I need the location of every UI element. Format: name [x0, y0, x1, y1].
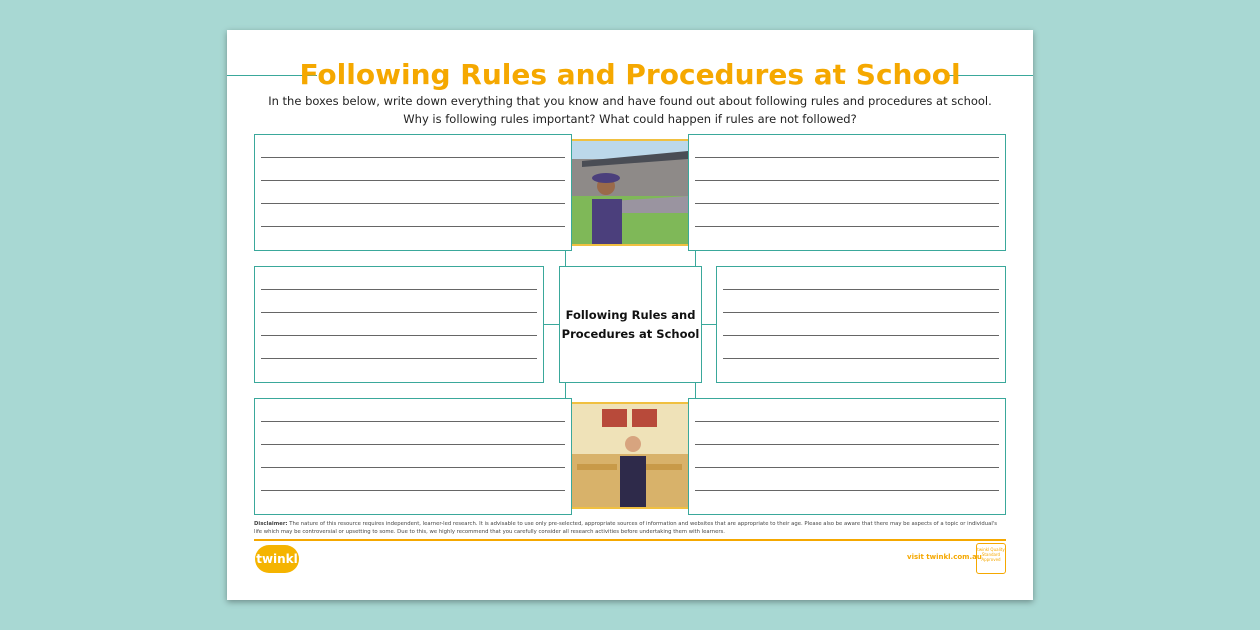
student-outdoor-illustration — [572, 139, 688, 246]
connector — [695, 382, 696, 398]
writing-box-top-right[interactable] — [688, 134, 1006, 251]
writing-box-middle-left[interactable] — [254, 266, 544, 383]
visit-link[interactable]: visit twinkl.com.au — [907, 553, 982, 561]
quality-badge: twinkl Quality Standard Approved — [976, 543, 1006, 574]
center-title-line-1: Following Rules and — [565, 307, 696, 322]
footer-divider — [254, 539, 1006, 541]
instruction-line-2: Why is following rules important? What could happen if rules are not followed? — [403, 112, 857, 126]
writing-box-middle-right[interactable] — [716, 266, 1006, 383]
worksheet — [227, 30, 1033, 600]
disclaimer-label: Disclaimer: — [254, 521, 288, 527]
center-topic-box — [559, 266, 702, 383]
connector — [565, 382, 566, 398]
instruction-line-1: In the boxes below, write down everything that you know and have found out about following rules and procedures at school. — [268, 94, 992, 108]
writing-box-bottom-right[interactable] — [688, 398, 1006, 515]
student-classroom-illustration — [572, 402, 688, 509]
writing-box-bottom-left[interactable] — [254, 398, 572, 515]
connector — [695, 250, 696, 266]
disclaimer — [254, 520, 1006, 536]
disclaimer-text: The nature of this resource requires independent, learner-led research. It is advisable to use only pre-selected, appropriate sources of information and websites that are appropriate to their age. Please also be aware that there may be aspects of a topic or individual's life which may be controversial or upsetting to some. Due to this, we highly recommend that you carefully consider all research activities before undertaking them with learners. — [254, 521, 998, 535]
center-title-line-2: Procedures at School — [561, 326, 700, 341]
twinkl-logo[interactable]: twinkl — [255, 545, 299, 573]
page-title: Following Rules and Procedures at School — [299, 58, 961, 91]
connector — [701, 324, 717, 325]
connector — [543, 324, 559, 325]
writing-box-top-left[interactable] — [254, 134, 572, 251]
connector — [565, 250, 566, 266]
